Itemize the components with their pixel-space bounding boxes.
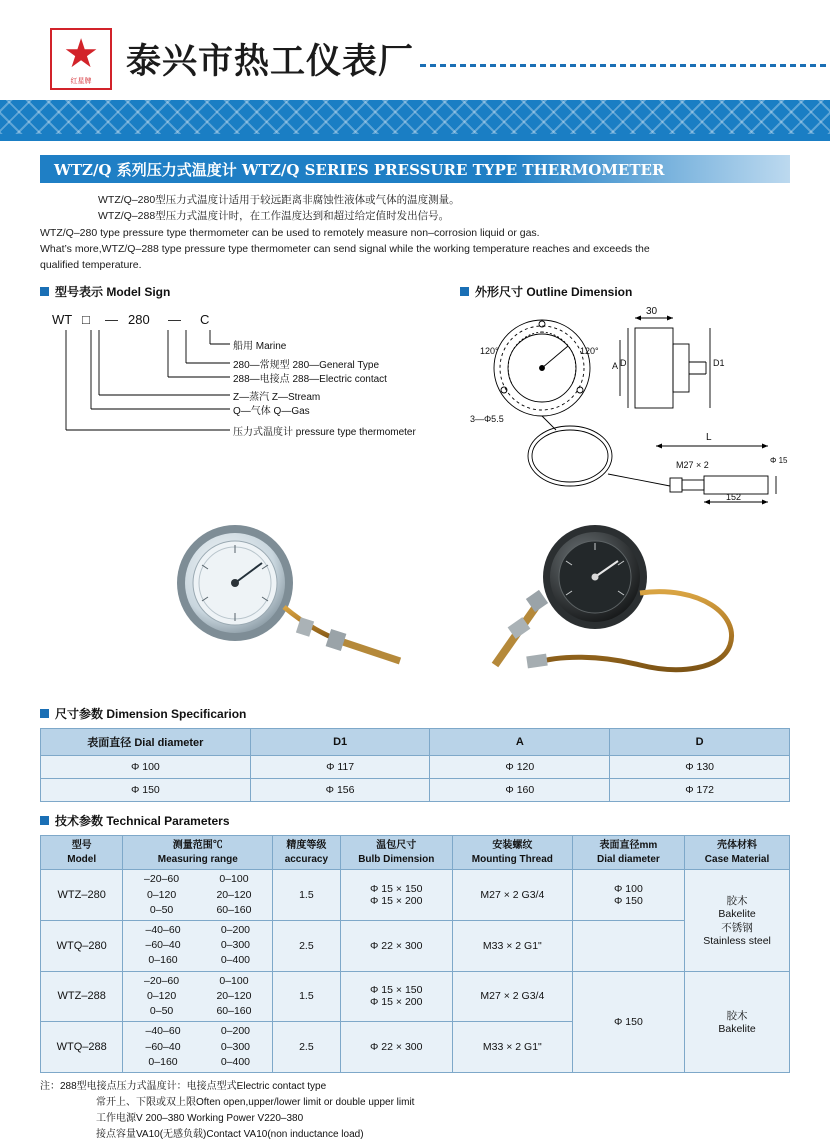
tech-r3-accuracy: 2.5 xyxy=(273,1022,340,1073)
model-legend-3: Z—蒸汽 Z—Stream xyxy=(233,392,321,404)
outline-label-bulb-length: 152 xyxy=(726,492,742,503)
dim-r1-c2: Φ 160 xyxy=(430,779,610,802)
tech-r3-rl2: 0–160 xyxy=(148,1055,178,1068)
tech-r3-rr0: 0–200 xyxy=(220,1025,251,1038)
section-header-model-sign xyxy=(40,283,460,300)
dim-r1-c0: Φ 150 xyxy=(41,779,251,802)
tech-case-material-2 xyxy=(685,971,790,1072)
tech-case-material-1 xyxy=(685,870,790,971)
header-band-bottom xyxy=(0,134,830,141)
tech-th-model xyxy=(41,836,123,870)
case2-en1: Bakelite xyxy=(718,1023,756,1036)
photo-thermometer-right xyxy=(495,525,732,670)
tech-r0-dial0: Φ 100 xyxy=(614,883,643,896)
tech-r2-bulb1: Φ 15 × 200 xyxy=(370,996,423,1009)
dim-r1-c1: Φ 156 xyxy=(250,779,430,802)
dim-th-3: D xyxy=(610,729,790,756)
tech-r0-rr0: 0–100 xyxy=(219,873,249,886)
model-legend-1: 280—常规型 280—General Type xyxy=(233,360,380,372)
page-header xyxy=(0,0,830,100)
header-dotted-rule xyxy=(420,60,830,72)
star-icon: ★ xyxy=(63,32,99,77)
model-prefix: WT xyxy=(52,312,73,328)
table-header-row xyxy=(41,836,790,870)
header-pattern-band xyxy=(0,100,830,134)
tech-r0-rl2: 0–50 xyxy=(149,903,174,916)
technical-table xyxy=(40,835,790,1073)
tech-r3-rr1: 0–300 xyxy=(220,1040,251,1053)
intro-line-5: qualified temperature. xyxy=(40,259,142,272)
model-legend-0: 船用 Marine xyxy=(233,341,287,353)
tech-r2-thread: M27 × 2 G3/4 xyxy=(452,971,572,1022)
model-legend-5: 压力式温度计 pressure type thermometer xyxy=(233,427,416,439)
tech-r1-rl0: –40–60 xyxy=(145,923,181,936)
intro-text xyxy=(40,192,790,273)
tech-th-thread-cn: 安装螺纹 xyxy=(492,840,533,852)
tech-th-accuracy-en: accuracy xyxy=(284,853,329,865)
dim-r1-c3: Φ 172 xyxy=(610,779,790,802)
tech-r1-rl1: –60–40 xyxy=(145,939,181,952)
section-title-technical: 技术参数 Technical Parameters xyxy=(55,814,230,829)
tech-r0-range-left xyxy=(144,872,179,918)
tech-r1-range-right xyxy=(221,923,250,969)
tech-r3-range xyxy=(123,1022,273,1073)
model-box-placeholder: □ xyxy=(82,312,90,328)
tech-r0-rr1: 20–120 xyxy=(216,888,252,901)
table-row xyxy=(41,920,790,971)
case1-en2: Stainless steel xyxy=(703,935,771,948)
section-title-model-sign: 型号表示 Model Sign xyxy=(55,285,171,300)
tech-th-dial-cn: 表面直径mm xyxy=(599,840,658,852)
intro-line-4: What’s more,WTZ/Q–288 type pressure type thermometer can send signal while the working temperature reaches and exceeds the xyxy=(40,242,650,255)
tech-th-accuracy xyxy=(273,836,340,870)
model-code: 280 xyxy=(128,312,150,328)
tech-th-case-en: Case Material xyxy=(704,853,770,865)
tech-r1-thread: M33 × 2 G1" xyxy=(452,920,572,971)
tech-r0-bulb xyxy=(340,870,452,921)
table-row xyxy=(41,971,790,1022)
page-title: WTZ/Q 系列压力式温度计 WTZ/Q SERIES PRESSURE TYPE THERMOMETER xyxy=(40,155,790,183)
tech-r2-range xyxy=(123,971,273,1022)
tech-th-accuracy-cn: 精度等级 xyxy=(286,840,327,852)
tech-th-model-en: Model xyxy=(67,853,97,865)
note-line-1: 注：288型电接点压力式温度计：电接点型式Electric contact type xyxy=(40,1080,327,1092)
tech-r1-rl2: 0–160 xyxy=(148,954,178,967)
tech-r2-rr1: 20–120 xyxy=(216,989,252,1002)
square-bullet-icon xyxy=(460,287,469,296)
tech-th-thread-en: Mounting Thread xyxy=(471,853,553,865)
case1-en1: Bakelite xyxy=(718,908,756,921)
section-header-technical xyxy=(40,812,790,829)
model-sign-diagram xyxy=(40,306,460,476)
tech-r0-rl0: –20–60 xyxy=(144,873,180,886)
tech-th-range xyxy=(123,836,273,870)
tech-r0-dial xyxy=(572,870,684,921)
tech-th-model-cn: 型号 xyxy=(71,840,92,852)
tech-r0-range xyxy=(123,870,273,921)
outline-label-a: A xyxy=(612,361,619,372)
tech-th-range-en: Measuring range xyxy=(157,853,238,865)
tech-th-dial xyxy=(572,836,684,870)
tech-r0-bulb1: Φ 15 × 200 xyxy=(370,895,423,908)
tech-r2-model: WTZ–288 xyxy=(41,971,123,1022)
outline-label-phi15: Φ 15 xyxy=(770,456,788,466)
table-row xyxy=(41,756,790,779)
tech-r0-dial1: Φ 150 xyxy=(614,895,643,908)
model-dash-2: — xyxy=(168,312,181,328)
tech-th-bulb xyxy=(340,836,452,870)
square-bullet-icon xyxy=(40,709,49,718)
product-photos xyxy=(40,515,790,695)
note-line-3: 工作电源V 200–380 Working Power V220–380 xyxy=(96,1112,304,1124)
outline-label-holes: 3—Φ5.5 xyxy=(470,414,504,425)
note-line-4: 接点容量VA10(无感负载)Contact VA10(non inductance load) xyxy=(96,1128,364,1140)
table-row xyxy=(41,779,790,802)
company-logo xyxy=(50,28,112,90)
case1-cn1: 胶木 xyxy=(726,895,748,908)
dim-r0-c2: Φ 120 xyxy=(430,756,610,779)
square-bullet-icon xyxy=(40,816,49,825)
tech-r2-range-right xyxy=(216,974,251,1020)
tech-r3-rl0: –40–60 xyxy=(145,1025,181,1038)
company-name: 泰兴市热工仪表厂 xyxy=(126,42,415,82)
intro-line-3: WTZ/Q–280 type pressure type thermometer can be used to remotely measure non–corrosion liquid or gas. xyxy=(40,226,540,239)
table-row xyxy=(41,870,790,921)
tech-r0-model: WTZ–280 xyxy=(41,870,123,921)
tech-r2-accuracy: 1.5 xyxy=(273,971,340,1022)
dim-th-2: A xyxy=(430,729,610,756)
dim-r0-c1: Φ 117 xyxy=(250,756,430,779)
tech-r3-model: WTQ–288 xyxy=(41,1022,123,1073)
dim-r0-c3: Φ 130 xyxy=(610,756,790,779)
notes-block xyxy=(40,1079,790,1143)
outline-label-d: D xyxy=(620,358,627,369)
outline-label-top-width: 30 xyxy=(646,306,658,318)
tech-r3-range-right xyxy=(221,1024,250,1070)
tech-r0-rl1: 0–120 xyxy=(146,888,177,901)
case2-cn1: 胶木 xyxy=(726,1010,748,1023)
tech-r1-model: WTQ–280 xyxy=(41,920,123,971)
model-suffix: C xyxy=(200,312,210,328)
outline-label-angle-left: 120° xyxy=(480,346,499,357)
dim-th-0: 表面直径 Dial diameter xyxy=(41,729,251,756)
outline-label-d1: D1 xyxy=(713,358,725,369)
tech-r2-rl2: 0–50 xyxy=(149,1005,174,1018)
tech-th-dial-en: Dial diameter xyxy=(597,853,660,865)
outline-label-length: L xyxy=(706,432,712,444)
section-title-dimension: 尺寸参数 Dimension Specificarion xyxy=(55,707,247,722)
tech-th-bulb-en: Bulb Dimension xyxy=(358,853,435,865)
outline-drawing xyxy=(460,306,790,511)
table-header-row xyxy=(41,729,790,756)
section-title-outline: 外形尺寸 Outline Dimension xyxy=(475,285,633,300)
tech-r2-rr2: 60–160 xyxy=(216,1005,252,1018)
tech-r3-bulb: Φ 22 × 300 xyxy=(340,1022,452,1073)
tech-r3-range-left xyxy=(146,1024,181,1070)
model-dash-1: — xyxy=(105,312,118,328)
logo-brand-text: 红星牌 xyxy=(70,78,92,85)
tech-r1-range xyxy=(123,920,273,971)
section-header-dimension xyxy=(40,705,790,722)
tech-r1-accuracy: 2.5 xyxy=(273,920,340,971)
tech-r2-bulb xyxy=(340,971,452,1022)
tech-th-case xyxy=(685,836,790,870)
dim-th-1: D1 xyxy=(250,729,430,756)
photo-thermometer-left xyxy=(177,525,400,661)
tech-th-bulb-cn: 温包尺寸 xyxy=(376,840,417,852)
tech-r1-rr1: 0–300 xyxy=(220,939,251,952)
intro-line-2: WTZ/Q–288型压力式温度计时，在工作温度达到和超过给定值时发出信号。 xyxy=(98,210,450,223)
tech-r2-bulb0: Φ 15 × 150 xyxy=(370,984,423,997)
tech-r1-bulb: Φ 22 × 300 xyxy=(340,920,452,971)
product-photo-illustrations xyxy=(40,515,790,695)
tech-r0-range-right xyxy=(216,872,251,918)
tech-r1-dial xyxy=(572,920,684,971)
section-header-outline xyxy=(460,283,790,300)
dim-r0-c0: Φ 100 xyxy=(41,756,251,779)
outline-label-angle-right: 120° xyxy=(580,346,599,357)
outline-dimension-diagram xyxy=(460,306,790,511)
tech-r2-range-left xyxy=(144,974,179,1020)
tech-r3-rr2: 0–400 xyxy=(220,1055,251,1068)
outline-label-thread: M27 × 2 xyxy=(676,460,709,471)
tech-r2-dial: Φ 150 xyxy=(572,971,684,1072)
tech-r2-rr0: 0–100 xyxy=(219,974,249,987)
tech-r0-rr2: 60–160 xyxy=(216,903,252,916)
intro-line-1: WTZ/Q–280型压力式温度计适用于较远距离非腐蚀性液体或气体的温度测量。 xyxy=(98,194,460,206)
tech-th-case-cn: 壳体材料 xyxy=(717,840,758,852)
tech-r1-rr2: 0–400 xyxy=(220,954,251,967)
model-legend-2: 288—电接点 288—Electric contact xyxy=(233,374,387,386)
dimension-table xyxy=(40,728,790,802)
case1-cn2: 不锈钢 xyxy=(721,922,753,935)
tech-th-range-cn: 测量范围℃ xyxy=(172,840,223,852)
tech-r1-range-left xyxy=(146,923,181,969)
tech-th-thread xyxy=(452,836,572,870)
tech-r1-rr0: 0–200 xyxy=(220,923,251,936)
tech-r2-rl0: –20–60 xyxy=(144,974,180,987)
tech-r0-bulb0: Φ 15 × 150 xyxy=(370,883,423,896)
square-bullet-icon xyxy=(40,287,49,296)
note-line-2: 常开上、下限或双上限Often open,upper/lower limit or double upper limit xyxy=(96,1096,415,1108)
tech-r3-rl1: –60–40 xyxy=(145,1040,181,1053)
model-legend-4: Q—气体 Q—Gas xyxy=(233,406,310,418)
tech-r0-thread: M27 × 2 G3/4 xyxy=(452,870,572,921)
tech-r0-accuracy: 1.5 xyxy=(273,870,340,921)
tech-r2-rl1: 0–120 xyxy=(146,989,177,1002)
tech-r3-thread: M33 × 2 G1" xyxy=(452,1022,572,1073)
